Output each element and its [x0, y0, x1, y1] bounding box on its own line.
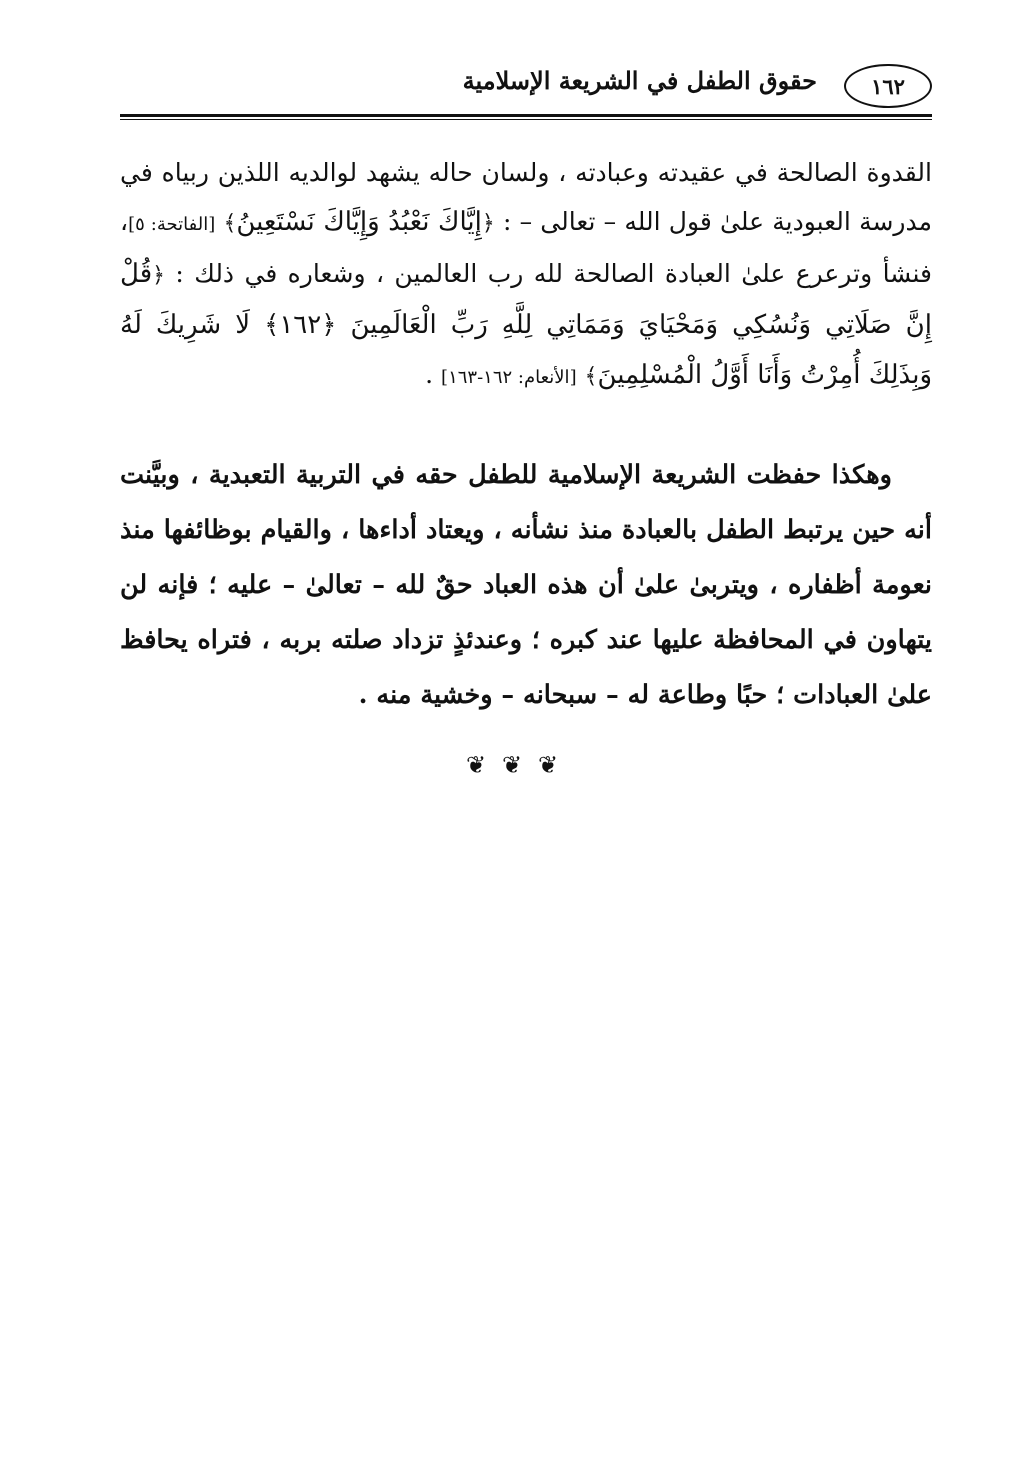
verse-brace-close-2: ﴾ [584, 364, 598, 389]
verse-brace-open-2: ﴿ [152, 263, 166, 288]
ornament-icon: ❦ [501, 751, 523, 779]
header-rule-thick [120, 114, 932, 117]
verse-reference-fatiha: [الفاتحة: ٥] [128, 214, 216, 235]
paragraph-1-text-a: القدوة الصالحة في عقيدته وعبادته ، ولسان حاله يشهد لوالديه اللذين ربياه في مدرسة العبودية علىٰ قول الله – تعالى – : [120, 158, 933, 236]
paragraph-2 [120, 448, 932, 723]
verse-brace-open: ﴿ [481, 211, 495, 236]
section-ornament [0, 752, 1024, 778]
paragraph-2-text: وهكذا حفظت الشريعة الإسلامية للطفل حقه في التربية التعبدية ، وبيَّنت أنه حين يرتبط الطفل بالعبادة منذ نشأنه ، ويعتاد أداءها ، والقيام بوظائفها منذ نعومة أظفاره ، ويتربىٰ علىٰ أن هذه العباد حقٌ لله – تعالىٰ – عليه ؛ فإنه لن يتهاون في المحافظة عليها عند كبره ؛ وعندئذٍ تزداد صلته بربه ، فتراه يحافظ علىٰ العبادات ؛ حبًا وطاعة له – سبحانه – وخشية منه . [120, 460, 932, 710]
page-header [120, 60, 932, 112]
page-number: ١٦٢ [844, 64, 932, 108]
quran-verse-fatiha: إِيَّاكَ نَعْبُدُ وَإِيَّاكَ نَسْتَعِينُ [236, 207, 482, 237]
paragraph-1-end: . [425, 360, 434, 389]
paragraph-1-text-b: ، فنشأ وترعرع علىٰ العبادة الصالحة لله رب العالمين ، وشعاره في ذلك : [120, 207, 932, 288]
verse-brace-close: ﴾ [223, 211, 237, 236]
ornament-icon: ❦ [465, 751, 487, 779]
running-title: حقوق الطفل في الشريعة الإسلامية [462, 66, 817, 95]
header-rule-thin [120, 119, 932, 120]
paragraph-1 [120, 148, 932, 402]
ornament-icon: ❦ [537, 751, 559, 779]
verse-reference-anam: [الأنعام: ١٦٢-١٦٣] [441, 367, 577, 388]
quran-verse-anam: قُلْ إِنَّ صَلَاتِي وَنُسُكِي وَمَحْيَايَ وَمَمَاتِي لِلَّهِ رَبِّ الْعَالَمِينَ ﴿١٦٢﴾ لَا شَرِيكَ لَهُ وَبِذَلِكَ أُمِرْتُ وَأَنَا أَوَّلُ الْمُسْلِمِينَ [120, 259, 932, 390]
